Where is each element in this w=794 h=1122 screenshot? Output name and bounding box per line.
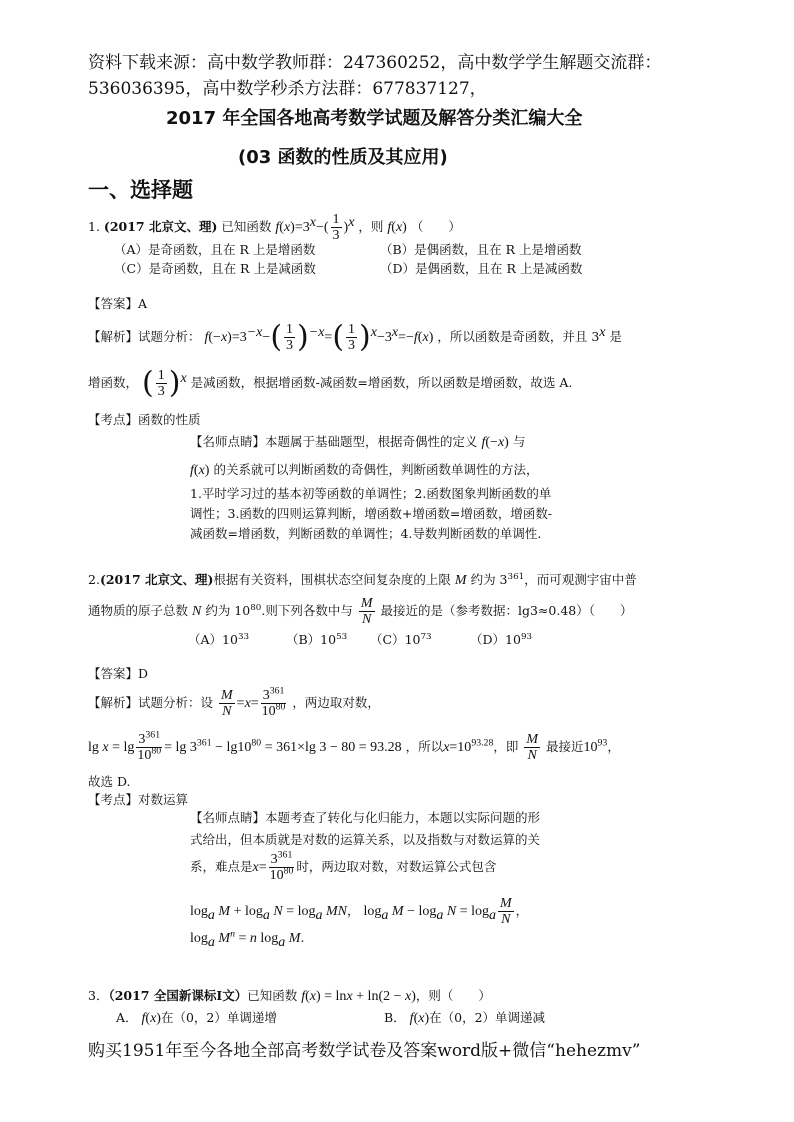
q2-option-a: $(A)10^{33}$ [188, 631, 250, 647]
q1-analysis-line2b: 是减函数，根据增函数-减函数=增函数，所以函数是增函数，故选 A. [190, 375, 573, 390]
q1-analysis: 【解析】试题分析： $f(-x)=3^{-x}-$( $\frac{1}{3}$ )$^{-x}$=( $\frac{1}{3}$ )$^x-3^x=-f(x)$ ，所以函数是奇函数，并且 3$^x$ 是 [88, 319, 622, 355]
q3-source: （2017 全国新课标Ⅰ文） [108, 988, 248, 1003]
q3-number: 3． [88, 988, 109, 1003]
q2-tip-line-2: 式给出，但本质就是对数的运算关系，以及指数与对数运算的关 [190, 832, 541, 847]
q1-tip2: 的关系就可以判断函数的奇偶性，判断函数单调性的方法， [213, 462, 539, 477]
q1-analysis-line2a: 增函数， [88, 375, 139, 390]
q2-stem2d: 最接近的是（参考数据：lg3≈0.48）（ ） [380, 603, 633, 618]
document-subtitle: (03 函数的性质及其应用) [238, 147, 448, 168]
q1-number: 1. [88, 219, 100, 234]
q2-tip3a: 系，难点是 [190, 859, 253, 874]
q2-number: 2. [88, 572, 100, 587]
q2-stem2c: .则下列各数中与 [261, 603, 353, 618]
q1-blank: （ ） [410, 219, 461, 234]
q2-calc-tail: ，所以 [405, 739, 444, 754]
question-2-stem-line-2: 通物质的原子总数 N 约为 $10^{80}$.则下列各数中与 $\frac{M}{N}$ 最接近的是（参考数据：lg3≈0.48）（ ） [88, 596, 633, 627]
q1-option-b: （B）是偶函数，且在 R 上是增函数 [380, 242, 582, 257]
q2-option-c: $(C)10^{73}$ [370, 631, 432, 647]
q1-tip1b: 与 [512, 434, 526, 449]
q2-tip-line-1: 【名师点睛】本题考查了转化与化归能力，本题以实际问题的形 [190, 810, 541, 825]
q2-calculation: lg x = lg $\frac{3^{361}}{10^{80}}$ = $\lg 3^{361} - \lg 10^{80} = 361\times\lg$ 3 − 80 = 93.28 ，所以$x=10^{93.28}$，即 $\frac{M}{N}$ 最接近$10^{93}$， [88, 729, 620, 763]
q1-point: 【考点】函数的性质 [88, 412, 201, 427]
question-1-stem: 1. (2017 北京文、理) 已知函数 $f(x)=3^x-$( $\frac{1}{3}$ )$^x$ ，则 f(x) （ ） [88, 212, 461, 243]
question-3-stem: 3．（2017 全国新课标Ⅰ文）已知函数 f(x) = lnx + ln(2 − x)，则（ ） [88, 988, 491, 1004]
q3-option-a: A． f(x)在（0，2）单调递增 [116, 1010, 277, 1026]
q2-option-b: $(B)10^{53}$ [286, 631, 348, 647]
q2-conclude: 故选 D. [88, 774, 131, 789]
q2-calc-end: ， [607, 739, 620, 754]
q1-tip1: 【名师点睛】本题属于基础题型，根据奇偶性的定义 [190, 434, 478, 449]
q1-analysis-formula: f [204, 330, 209, 345]
q1-analysis-line-2: 增函数， ( $\frac{1}{3}$ )$^x$ 是减函数，根据增函数-减函数=增函数，所以函数是增函数，故选 A. [88, 365, 573, 401]
q1-option-c: （C）是奇函数，且在 R 上是减函数 [114, 261, 316, 276]
footer-note: 购买1951年至今各地全部高考数学试卷及答案word版+微信“hehezmv” [88, 1041, 641, 1061]
q2-stem1b: 约为 3 [470, 572, 508, 587]
q3-stem-tail: ，则（ ） [415, 988, 491, 1003]
q2-answer: 【答案】D [88, 666, 149, 681]
q1-answer: 【答案】A [88, 296, 148, 311]
q3-stem: 已知函数 [247, 988, 298, 1003]
question-2-stem-line-1: 2.(2017 北京文、理)根据有关资料，围棋状态空间复杂度的上限 M 约为 $3^{361}$，而可观测宇宙中普 [88, 571, 637, 588]
q2-log-formulas: $\log_a M + \log_a N = \log_a$ MN， $\log_a M - \log_a N = \log_a$ $\frac{M}{N}$ ， [190, 896, 529, 927]
q1-analysis-tail: ，所以函数是奇函数，并且 3 [437, 329, 600, 344]
q2-tip-line-3: 系，难点是x= $\frac{3^{361}}{10^{80}}$ 时，两边取对数，对数运算公式包含 [190, 849, 497, 883]
q1-option-d: （D）是偶函数，且在 R 上是减函数 [380, 261, 583, 276]
q2-log-power-formula: $\log_a M^n = n$ $\log_a M$. [190, 928, 305, 950]
q1-function-formula: f [275, 220, 280, 235]
q1-analysis-label: 【解析】试题分析： [88, 329, 201, 344]
q2-stem1c: ，而可观测宇宙中普 [524, 572, 637, 587]
q2-stem2b: 约为 10 [205, 603, 251, 618]
q3-option-b: B． f(x)在（0，2）单调递减 [384, 1010, 546, 1026]
q1-tip-line-2: f(x) 的关系就可以判断函数的奇偶性，判断函数单调性的方法， [190, 462, 539, 478]
q2-calc-tail3: 最接近 [546, 739, 584, 754]
q1-tip-line-5: 减函数=增函数，判断函数的单调性；4.导数判断函数的单调性. [190, 526, 542, 541]
q1-source: (2017 北京文、理) [103, 219, 218, 234]
q1-func-tail: ，则 [358, 219, 384, 234]
q1-tip-line-4: 调性；3.函数的四则运算判断，增函数+增函数=增函数，增函数- [190, 506, 553, 521]
q2-point: 【考点】对数运算 [88, 792, 189, 807]
q1-analysis-tail-2: 是 [605, 329, 622, 344]
q2-option-d: $(D)10^{93}$ [470, 631, 533, 647]
header-line-2: 536036395，高中数学秒杀方法群：677837127， [88, 79, 487, 99]
q2-analysis: 【解析】试题分析：设 $\frac{M}{N}$ =x= $\frac{3^{361}}{10^{80}}$ ，两边取对数， [88, 685, 380, 719]
q1-option-a: （A）是奇函数，且在 R 上是增函数 [114, 242, 316, 257]
q1-stem-text: 已知函数 [221, 219, 272, 234]
q2-analysis-label: 【解析】试题分析：设 [88, 695, 214, 710]
q1-tip-line-3: 1.平时学习过的基本初等函数的单调性；2.函数图象判断函数的单 [190, 486, 552, 501]
q2-source: (2017 北京文、理) [99, 572, 214, 587]
q2-stem2a: 通物质的原子总数 [88, 603, 189, 618]
section-heading: 一、选择题 [88, 178, 193, 202]
q1-tip-line-1: 【名师点睛】本题属于基础题型，根据奇偶性的定义 f(−x) 与 [190, 434, 526, 450]
q2-calc-tail2: ，即 [493, 739, 519, 754]
header-line-1: 资料下载来源：高中数学教师群：247360252，高中数学学生解题交流群： [88, 53, 662, 73]
q2-stem1: 根据有关资料，围棋状态空间复杂度的上限 [213, 572, 451, 587]
q2-tip3b: 时，两边取对数，对数运算公式包含 [296, 859, 497, 874]
q2-analysis-tail: ，两边取对数， [292, 695, 380, 710]
document-title: 2017 年全国各地高考数学试题及解答分类汇编大全 [166, 108, 583, 129]
